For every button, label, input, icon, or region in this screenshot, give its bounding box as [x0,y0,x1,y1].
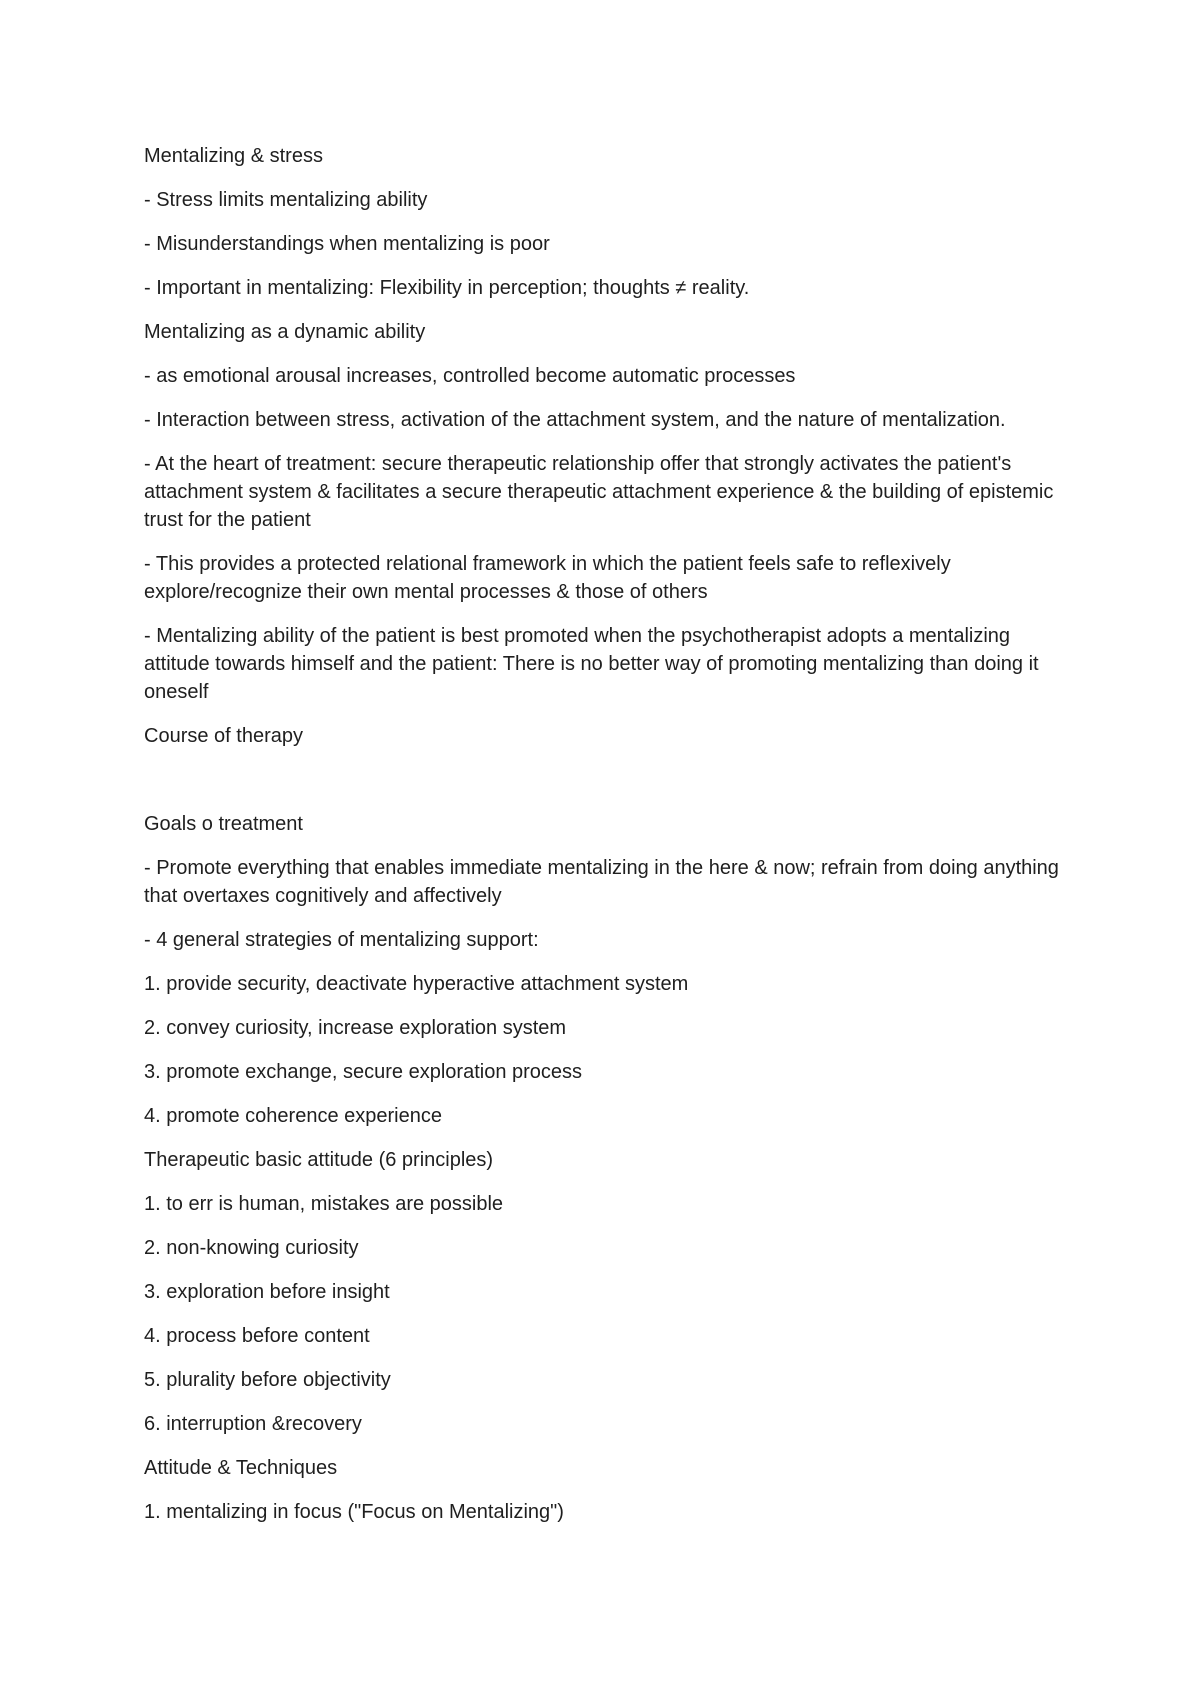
document-body [144,142,1064,1542]
bullet-line: - This provides a protected relational framework in which the patient feels safe to reflexively explore/recognize their own mental processes & those of others [144,553,951,603]
bullet-line: - Interaction between stress, activation of the attachment system, and the nature of mentalization. [144,409,1006,431]
bullet-line: - Misunderstandings when mentalizing is poor [144,233,550,255]
section-heading: Attitude & Techniques [144,1457,338,1479]
numbered-item: 4. promote coherence experience [144,1105,442,1127]
bullet-line: - Promote everything that enables immediate mentalizing in the here & now; refrain from doing anything that overtaxes cognitively and affectively [144,857,1059,907]
numbered-item: 1. to err is human, mistakes are possible [144,1193,504,1215]
numbered-item: 1. provide security, deactivate hyperactive attachment system [144,973,689,995]
bullet-line: - as emotional arousal increases, controlled become automatic processes [144,365,796,387]
bullet-line: - Stress limits mentalizing ability [144,189,428,211]
bullet-line: - 4 general strategies of mentalizing support: [144,929,539,951]
numbered-item: 6. interruption &recovery [144,1413,362,1435]
numbered-item: 5. plurality before objectivity [144,1369,391,1391]
blank-space [144,766,1064,810]
section-heading: Course of therapy [144,725,303,747]
section-heading: Mentalizing as a dynamic ability [144,321,426,343]
bullet-line: - At the heart of treatment: secure therapeutic relationship offer that strongly activates the patient's attachment system & facilitates a secure therapeutic attachment experience & the building of epistemic trust for the patient [144,453,1054,531]
numbered-item: 3. exploration before insight [144,1281,390,1303]
numbered-item: 4. process before content [144,1325,370,1347]
section-heading: Goals o treatment [144,813,303,835]
bullet-line: - Important in mentalizing: Flexibility in perception; thoughts ≠ reality. [144,277,750,299]
numbered-item: 3. promote exchange, secure exploration process [144,1061,583,1083]
numbered-item: 2. convey curiosity, increase exploration system [144,1017,567,1039]
section-heading: Therapeutic basic attitude (6 principles) [144,1149,494,1171]
numbered-item: 1. mentalizing in focus ("Focus on Mentalizing") [144,1501,564,1523]
numbered-item: 2. non-knowing curiosity [144,1237,359,1259]
section-heading: Mentalizing & stress [144,145,323,167]
bullet-line: - Mentalizing ability of the patient is best promoted when the psychotherapist adopts a mentalizing attitude towards himself and the patient: There is no better way of promoting mentalizing than doing it oneself [144,625,1039,703]
